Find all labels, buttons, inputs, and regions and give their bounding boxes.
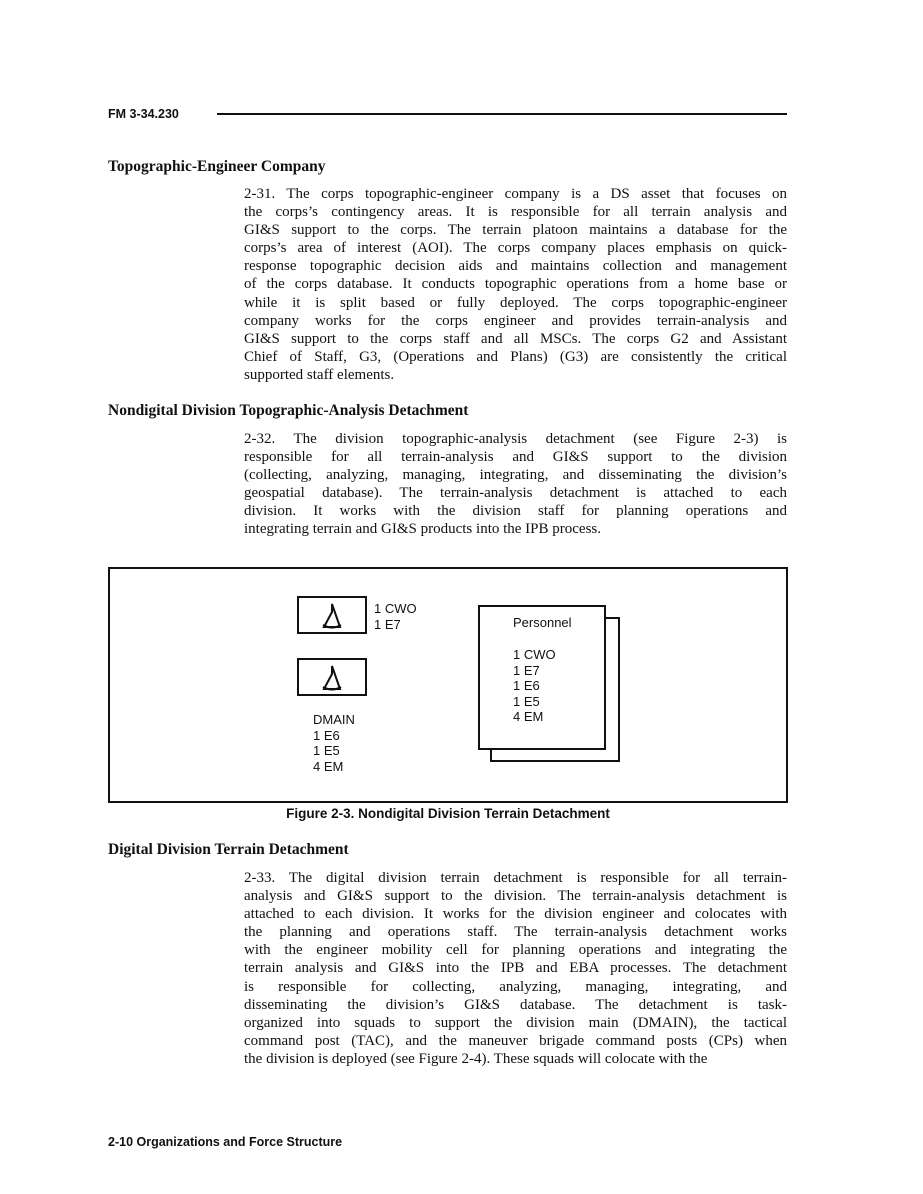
unit-symbol-box xyxy=(297,658,367,696)
personnel-line: 4 EM xyxy=(513,709,544,724)
paragraph-2-31 xyxy=(244,185,787,384)
section-heading: Topographic-Engineer Company xyxy=(108,158,326,175)
paragraph-line: the planning and operations staff. The terrain-analysis detachment works xyxy=(244,924,787,941)
topographic-engineer-icon xyxy=(299,598,365,632)
unit1-personnel xyxy=(374,601,417,632)
paragraph-line: response topographic decision aids and maintains collection and management xyxy=(244,258,787,275)
paragraph-2-32 xyxy=(244,430,787,539)
paragraph-line: corps’s area of interest (AOI). The corps company places emphasis on quick- xyxy=(244,240,787,257)
paragraph-line: GI&S support to the corps staff and all MSCs. The corps G2 and Assistant xyxy=(244,330,787,347)
paragraph-line: attached to each division. It works for the division engineer and colocates with xyxy=(244,906,787,923)
paragraph-line: the division is deployed (see Figure 2-4). These squads will colocate with the xyxy=(244,1050,708,1067)
header-rule xyxy=(217,113,787,115)
paragraph-line: GI&S support to the corps. The terrain platoon maintains a database for the xyxy=(244,222,787,239)
personnel-line: 1 E5 xyxy=(513,693,540,709)
paragraph-line: of the corps database. It conducts topographic operations from a home base or xyxy=(244,276,787,293)
personnel-list xyxy=(513,647,556,725)
unit1-line: 1 E7 xyxy=(374,616,401,632)
section-heading: Digital Division Terrain Detachment xyxy=(108,841,349,858)
topographic-engineer-icon xyxy=(299,660,365,694)
personnel-line: 1 E6 xyxy=(513,678,540,693)
paragraph-line: integrating terrain and GI&S products into the IPB process. xyxy=(244,521,602,538)
page-footer: 2-10 Organizations and Force Structure xyxy=(108,1135,343,1149)
paragraph-line: the corps’s contingency areas. It is responsible for all terrain analysis and xyxy=(244,204,787,221)
paragraph-line: organized into squads to support the division main (DMAIN), the tactical xyxy=(244,1014,787,1031)
figure-2-3 xyxy=(108,567,788,803)
unit2-personnel xyxy=(313,712,355,774)
document-id: FM 3-34.230 xyxy=(108,107,179,121)
personnel-line: 1 E7 xyxy=(513,662,540,678)
paragraph-line: 2-32. The division topographic-analysis detachment (see Figure 2-3) is xyxy=(244,431,787,447)
paragraph-line: geospatial database). The terrain-analysis detachment is attached to each xyxy=(244,485,787,502)
section-heading: Nondigital Division Topographic-Analysis Detachment xyxy=(108,402,469,419)
unit2-line: DMAIN xyxy=(313,712,355,727)
unit-symbol-box xyxy=(297,596,367,634)
paragraph-line: command post (TAC), and the maneuver brigade command posts (CPs) when xyxy=(244,1032,787,1049)
paragraph-line: supported staff elements. xyxy=(244,366,395,383)
figure-caption: Figure 2-3. Nondigital Division Terrain Detachment xyxy=(286,806,610,821)
paragraph-line: company works for the corps engineer and provides terrain-analysis and xyxy=(244,312,787,329)
paragraph-line: is responsible for collecting, analyzing, managing, integrating, and xyxy=(244,978,787,995)
paragraph-line: disseminating the division’s GI&S database. The detachment is task- xyxy=(244,996,787,1013)
unit2-line: 4 EM xyxy=(313,758,344,774)
unit1-line: 1 CWO xyxy=(374,601,417,616)
paragraph-line: Chief of Staff, G3, (Operations and Plans) (G3) are consistently the critical xyxy=(244,348,787,365)
paragraph-line: (collecting, analyzing, managing, integrating, and disseminating the division’s xyxy=(244,467,787,484)
unit2-line: 1 E5 xyxy=(313,743,340,758)
unit2-line: 1 E6 xyxy=(313,727,340,743)
paragraph-line: 2-33. The digital division terrain detachment is responsible for all terrain- xyxy=(244,870,787,886)
paragraph-line: while it is split based or fully deployed. The corps topographic-engineer xyxy=(244,294,787,311)
paragraph-line: division. It works with the division staff for planning operations and xyxy=(244,503,787,520)
personnel-card xyxy=(478,605,606,750)
personnel-line: 1 CWO xyxy=(513,647,556,662)
paragraph-line: with the engineer mobility cell for planning operations and integrating the xyxy=(244,942,787,959)
paragraph-line: responsible for all terrain-analysis and GI&S support to the division xyxy=(244,449,787,466)
personnel-title: Personnel xyxy=(513,615,572,630)
paragraph-2-33 xyxy=(244,869,787,1068)
paragraph-line: terrain analysis and GI&S into the IPB and EBA processes. The detachment xyxy=(244,960,787,977)
paragraph-line: analysis and GI&S support to the division. The terrain-analysis detachment is xyxy=(244,888,787,905)
paragraph-line: 2-31. The corps topographic-engineer company is a DS asset that focuses on xyxy=(244,186,787,202)
